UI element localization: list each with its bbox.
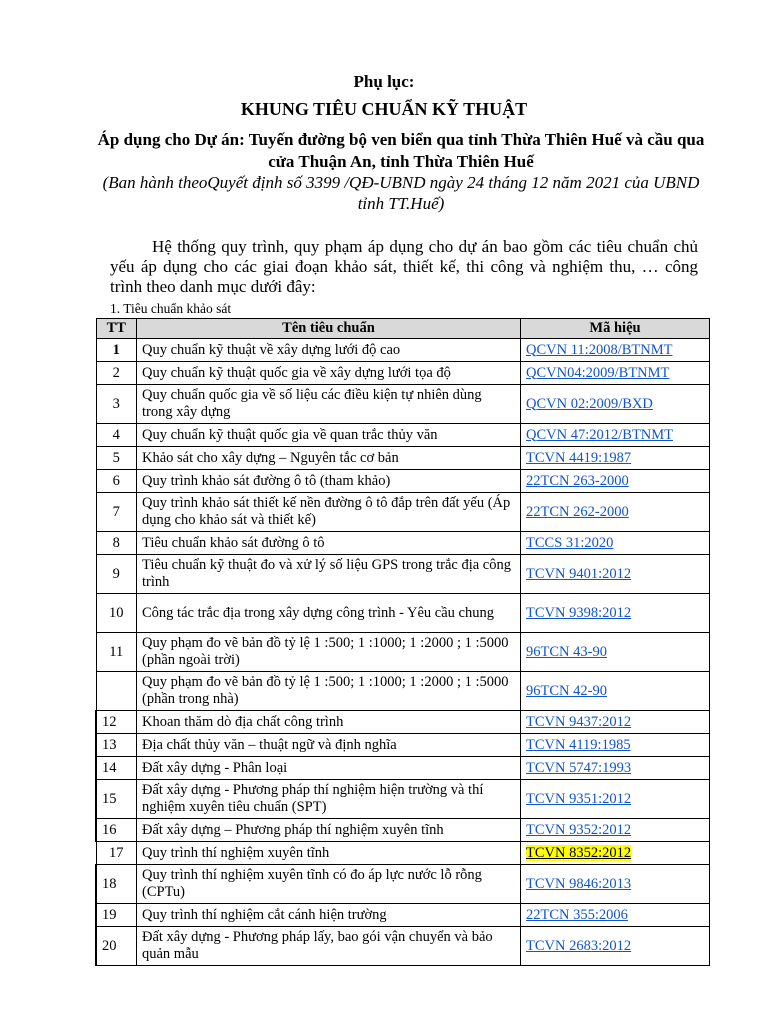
standard-code-link[interactable]: QCVN 02:2009/BXD: [526, 395, 653, 412]
column-header-name: Tên tiêu chuẩn: [137, 319, 521, 339]
standard-code-cell: [521, 424, 710, 447]
standard-code-link[interactable]: TCVN 9352:2012: [526, 821, 632, 838]
table-row: [96, 904, 710, 927]
document-title: KHUNG TIÊU CHUẨN KỸ THUẬT: [240, 99, 528, 119]
table-row: [96, 594, 710, 633]
standard-name: Quy trình thí nghiệm xuyên tĩnh: [137, 842, 521, 865]
table-row: [96, 711, 710, 734]
standard-name: Đất xây dựng - Phân loại: [137, 757, 521, 780]
table-row: [96, 385, 710, 424]
standard-code-cell: [521, 842, 710, 865]
standard-name: Đất xây dựng - Phương pháp lấy, bao gói vận chuyển và bảo quản mẫu: [137, 927, 521, 966]
standard-code-link[interactable]: TCVN 8352:2012: [526, 844, 632, 861]
standard-code-cell: [521, 711, 710, 734]
table-row: [96, 672, 710, 711]
standard-code-link[interactable]: 96TCN 43-90: [526, 643, 607, 660]
standard-code-link[interactable]: QCVN04:2009/BTNMT: [526, 364, 670, 381]
table-row: [96, 339, 710, 362]
row-number: 12: [96, 711, 137, 734]
standard-code-link[interactable]: 22TCN 263-2000: [526, 472, 629, 489]
column-header-tt: TT: [96, 319, 137, 339]
column-header-code: Mã hiệu: [521, 319, 710, 339]
row-number: 15: [96, 780, 137, 819]
standard-code-cell: [521, 927, 710, 966]
row-number: 18: [96, 865, 137, 904]
standards-table: [95, 318, 710, 966]
table-row: [96, 470, 710, 493]
row-number: 13: [96, 734, 137, 757]
standard-name: Quy chuẩn kỹ thuật quốc gia về xây dựng lưới tọa độ: [137, 362, 521, 385]
row-number: 16: [96, 819, 137, 842]
row-number: 6: [96, 470, 137, 493]
project-title: Áp dụng cho Dự án: Tuyến đường bộ ven biển qua tỉnh Thừa Thiên Huế và cầu qua cửa Thuận An, tỉnh Thừa Thiên Huế: [97, 130, 705, 171]
row-number: 1: [96, 339, 137, 362]
standard-code-cell: [521, 362, 710, 385]
section-heading: 1. Tiêu chuẩn khảo sát: [110, 301, 232, 316]
standard-name: Công tác trắc địa trong xây dựng công trình - Yêu cầu chung: [137, 594, 521, 633]
standard-name: Quy chuẩn quốc gia về số liệu các điều kiện tự nhiên dùng trong xây dựng: [137, 385, 521, 424]
standard-name: Đất xây dựng - Phương pháp thí nghiệm hiện trường và thí nghiệm xuyên tiêu chuẩn (SPT): [137, 780, 521, 819]
standard-code-cell: [521, 819, 710, 842]
standard-code-cell: [521, 447, 710, 470]
standard-code-link[interactable]: 96TCN 42-90: [526, 682, 607, 699]
standard-name: Quy trình khảo sát thiết kế nền đường ô tô đắp trên đất yếu (Áp dụng cho khảo sát và thiết kế): [137, 493, 521, 532]
row-number: 7: [96, 493, 137, 532]
standard-code-cell: [521, 385, 710, 424]
standard-name: Quy phạm đo vẽ bản đồ tỷ lệ 1 :500; 1 :1000; 1 :2000 ; 1 :5000 (phần trong nhà): [137, 672, 521, 711]
row-number: 3: [96, 385, 137, 424]
standard-code-cell: [521, 780, 710, 819]
standard-code-link[interactable]: QCVN 47:2012/BTNMT: [526, 426, 674, 443]
table-row: [96, 424, 710, 447]
table-row: [96, 865, 710, 904]
row-number: 2: [96, 362, 137, 385]
table-row: [96, 532, 710, 555]
standard-name: Quy trình khảo sát đường ô tô (tham khảo): [137, 470, 521, 493]
standard-code-cell: [521, 865, 710, 904]
table-row: [96, 362, 710, 385]
standard-code-link[interactable]: TCVN 9351:2012: [526, 790, 632, 807]
standard-name: Quy chuẩn kỹ thuật quốc gia về quan trắc thủy văn: [137, 424, 521, 447]
standard-code-link[interactable]: TCVN 9401:2012: [526, 565, 632, 582]
standard-code-cell: [521, 904, 710, 927]
row-number: 8: [96, 532, 137, 555]
standard-name: Quy chuẩn kỹ thuật về xây dựng lưới độ cao: [137, 339, 521, 362]
table-row: [96, 819, 710, 842]
table-row: [96, 780, 710, 819]
standard-code-link[interactable]: 22TCN 355:2006: [526, 906, 628, 923]
table-row: [96, 447, 710, 470]
standard-code-cell: [521, 339, 710, 362]
appendix-label: Phụ lục:: [353, 72, 415, 91]
standard-code-cell: [521, 470, 710, 493]
standard-code-link[interactable]: TCCS 31:2020: [526, 534, 614, 551]
table-row: [96, 927, 710, 966]
standard-name: Khoan thăm dò địa chất công trình: [137, 711, 521, 734]
standard-code-cell: [521, 633, 710, 672]
row-number: 9: [96, 555, 137, 594]
row-number: [96, 672, 137, 711]
row-number: 14: [96, 757, 137, 780]
standard-code-cell: [521, 532, 710, 555]
table-header-row: [96, 319, 710, 339]
standard-code-cell: [521, 757, 710, 780]
table-row: [96, 842, 710, 865]
standard-code-link[interactable]: TCVN 9437:2012: [526, 713, 632, 730]
standard-code-cell: [521, 493, 710, 532]
standard-code-link[interactable]: TCVN 4419:1987: [526, 449, 632, 466]
standard-code-link[interactable]: TCVN 5747:1993: [526, 759, 632, 776]
standard-name: Quy phạm đo vẽ bản đồ tỷ lệ 1 :500; 1 :1000; 1 :2000 ; 1 :5000 (phần ngoài trời): [137, 633, 521, 672]
row-number: 20: [96, 927, 137, 966]
standard-name: Địa chất thủy văn – thuật ngữ và định nghĩa: [137, 734, 521, 757]
table-row: [96, 493, 710, 532]
table-row: [96, 555, 710, 594]
issuance-note: (Ban hành theoQuyết định số 3399 /QĐ-UBND ngày 24 tháng 12 năm 2021 của UBND tỉnh TT.Huế): [102, 173, 700, 213]
intro-paragraph: Hệ thống quy trình, quy phạm áp dụng cho dự án bao gồm các tiêu chuẩn chủ yếu áp dụng cho các giai đoạn khảo sát, thiết kế, thi công và nghiệm thu, … công trình theo danh mục dưới đây:: [110, 237, 698, 296]
standard-code-cell: [521, 672, 710, 711]
standard-name: Quy trình thí nghiệm xuyên tĩnh có đo áp lực nước lỗ rỗng (CPTu): [137, 865, 521, 904]
row-number: 17: [96, 842, 137, 865]
standard-code-link[interactable]: TCVN 4119:1985: [526, 736, 631, 753]
row-number: 5: [96, 447, 137, 470]
standard-code-link[interactable]: TCVN 2683:2012: [526, 937, 632, 954]
standard-code-cell: [521, 734, 710, 757]
table-row: [96, 734, 710, 757]
standard-name: Tiêu chuẩn kỹ thuật đo và xử lý số liệu GPS trong trắc địa công trình: [137, 555, 521, 594]
standard-code-cell: [521, 594, 710, 633]
standard-name: Đất xây dựng – Phương pháp thí nghiệm xuyên tĩnh: [137, 819, 521, 842]
standard-code-link[interactable]: 22TCN 262-2000: [526, 503, 629, 520]
standard-name: Tiêu chuẩn khảo sát đường ô tô: [137, 532, 521, 555]
row-number: 10: [96, 594, 137, 633]
standard-code-link[interactable]: TCVN 9846:2013: [526, 875, 632, 892]
standard-code-cell: [521, 555, 710, 594]
standard-code-link[interactable]: QCVN 11:2008/BTNMT: [526, 341, 673, 358]
standard-name: Quy trình thí nghiệm cắt cánh hiện trường: [137, 904, 521, 927]
row-number: 11: [96, 633, 137, 672]
row-number: 4: [96, 424, 137, 447]
table-row: [96, 633, 710, 672]
standard-code-link[interactable]: TCVN 9398:2012: [526, 604, 632, 621]
table-row: [96, 757, 710, 780]
row-number: 19: [96, 904, 137, 927]
standard-name: Khảo sát cho xây dựng – Nguyên tắc cơ bản: [137, 447, 521, 470]
